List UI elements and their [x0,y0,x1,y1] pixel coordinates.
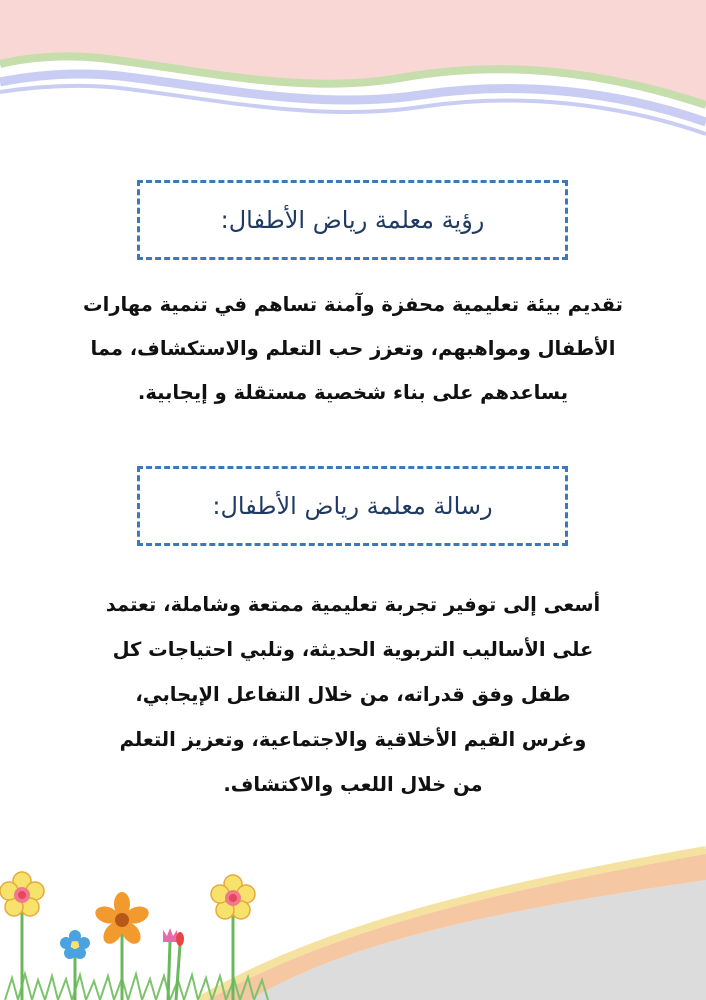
vision-title: رؤية معلمة رياض الأطفال: [220,206,485,234]
vision-line: تقديم بيئة تعليمية محفزة وآمنة تساهم في تنمية مهارات [83,293,623,316]
top-wave-decoration [0,0,706,150]
vision-paragraph [80,283,626,415]
mission-title: رسالة معلمة رياض الأطفال: [212,492,493,520]
mission-paragraph [96,582,610,807]
mission-line: على الأساليب التربوية الحديثة، وتلبي احتياجات كل [112,638,594,661]
flowers-illustration [0,850,270,1000]
mission-title-box [137,466,568,546]
mission-line: وغرس القيم الأخلاقية والاجتماعية، وتعزيز التعلم [119,728,587,751]
mission-line: طفل وفق قدراته، من خلال التفاعل الإيجابي، [135,683,571,706]
mission-line: من خلال اللعب والاكتشاف. [223,773,483,796]
vision-title-box [137,180,568,260]
vision-line: يساعدهم على بناء شخصية مستقلة و إيجابية. [137,381,569,404]
vision-line: الأطفال ومواهبهم، وتعزز حب التعلم والاستكشاف، مما [90,337,616,360]
mission-line: أسعى إلى توفير تجربة تعليمية ممتعة وشاملة، تعتمد [105,593,601,616]
